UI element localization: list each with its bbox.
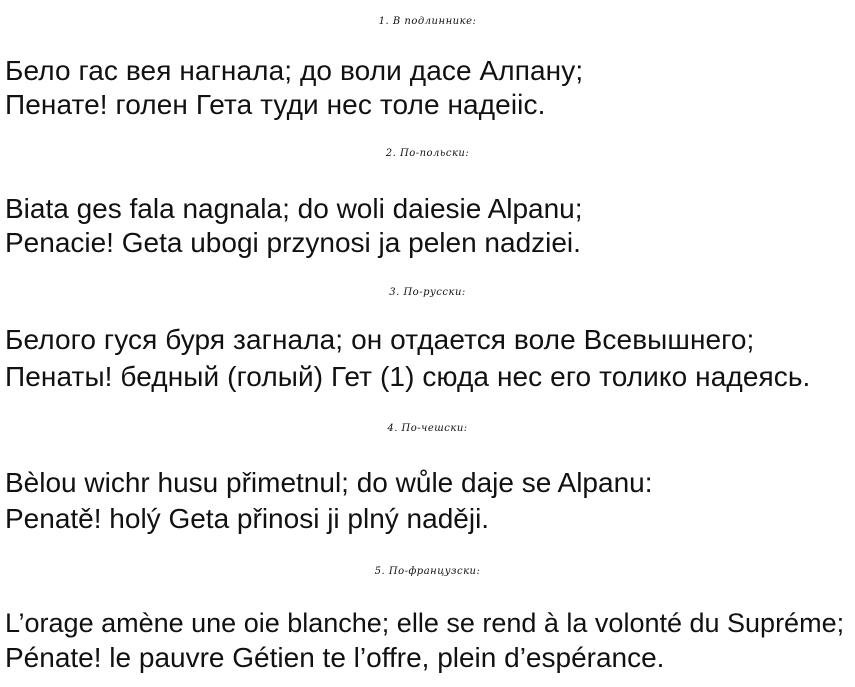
section-1-heading: 1. В подлиннике: (378, 16, 477, 27)
section-5-line-2: Pénate! le pauvre Gétien te l’offre, plein d’espérance. (5, 642, 665, 673)
section-5-heading: 5. По-французски: (374, 566, 481, 577)
section-3-line-2: Пенаты! бедный (голый) Гет (1) сюда нес его толико надеясь. (5, 361, 811, 392)
section-3-line-1: Белого гуся буря загнала; он отдается воле Всевышнего; (5, 324, 755, 355)
section-2-line-2: Penacie! Geta ubogi przynosi ja pelen nadziei. (5, 227, 581, 258)
section-1-line-2: Пенате! голен Гета туди нес толе надеііс. (5, 89, 546, 120)
section-1-line-1: Бело гас вея нагнала; до воли дасе Алпану; (5, 55, 584, 86)
section-2-heading: 2. По-польски: (385, 148, 470, 159)
section-3-heading: 3. По-русски: (389, 287, 466, 298)
section-4-line-2: Penatě! holý Geta přinosi ji plný naději. (5, 503, 490, 534)
section-5-line-1: L’orage amène une oie blanche; elle se rend à la volonté du Supréme; (5, 608, 845, 638)
section-4-line-1: Bèlou wichr husu přimetnul; do wůle daje se Alpanu: (5, 467, 653, 498)
section-2-line-1: Biata ges fala nagnala; do woli daiesie Alpanu; (5, 193, 583, 224)
section-4-heading: 4. По-чешски: (387, 423, 468, 434)
